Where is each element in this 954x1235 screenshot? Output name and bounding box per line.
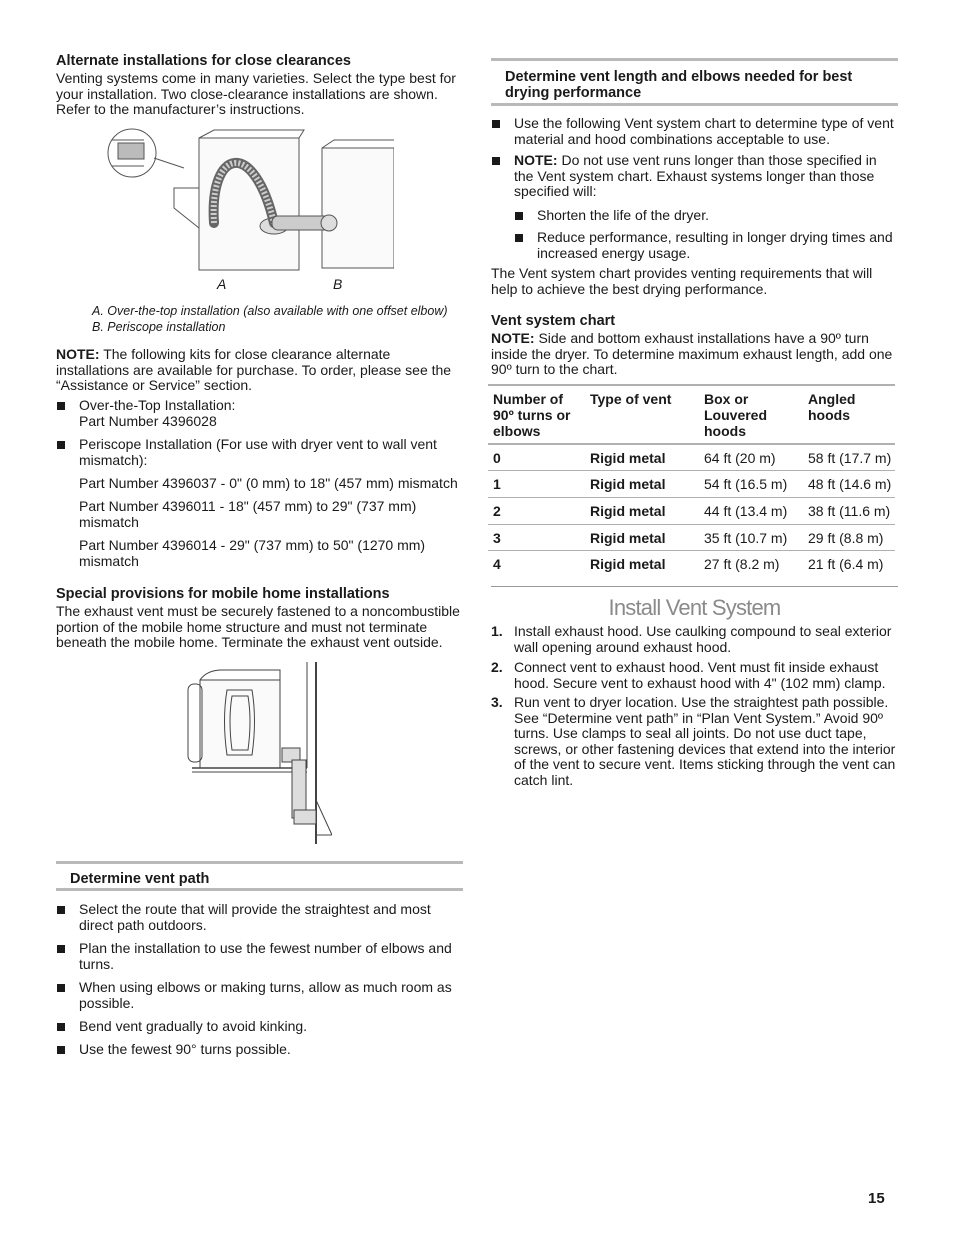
kit1-line2: Part Number 4396028 xyxy=(79,412,217,429)
path-bullet-2: Plan the installation to use the fewest number of elbows and turns. xyxy=(56,941,462,972)
part-4396011: Part Number 4396011 - 18" (457 mm) to 29" (737 mm) mismatch xyxy=(79,498,417,530)
mobile-home-figure xyxy=(182,660,332,846)
close-clearance-figure xyxy=(104,128,394,298)
cell-box-hoods: 27 ft (8.2 m) xyxy=(704,555,780,572)
vent-system-table xyxy=(488,384,895,577)
header-box-hoods: Box or Louvered hoods xyxy=(704,391,768,439)
install-step-1 xyxy=(491,624,898,655)
table-row xyxy=(488,470,895,497)
kit-over-the-top xyxy=(56,398,462,429)
alt-installations-body: Venting systems come in many varieties. Select the type best for your installation. Two close-clearance installations are shown. Refer to the manufacturer’s instructions. xyxy=(56,70,456,118)
cell-box-hoods: 64 ft (20 m) xyxy=(704,450,776,466)
step-text: Install exhaust hood. Use caulking compound to seal exterior wall opening around exhaust hood. xyxy=(514,623,892,655)
header-angled-hoods: Angled hoods xyxy=(808,391,856,423)
vent-path-heading: Determine vent path xyxy=(70,871,210,887)
length-bullet-2 xyxy=(491,153,898,200)
install-step-2 xyxy=(491,660,898,691)
table-row xyxy=(488,444,895,470)
path-bullet-3: When using elbows or making turns, allow as much room as possible. xyxy=(56,980,462,1011)
vent-length-band xyxy=(491,58,898,106)
step-text: Connect vent to exhaust hood. Vent must fit inside exhaust hood. Secure vent to exhaust hood with 4" (102 mm) clamp. xyxy=(514,659,886,691)
note-text: The following kits for close clearance alternate installations are available for purchase. To order, please see the “Assistance or Service” section. xyxy=(56,346,452,394)
table-header-row xyxy=(488,385,895,444)
step-number: 3. xyxy=(491,694,503,710)
kits-note xyxy=(56,347,456,394)
figure-label-a: A xyxy=(217,276,227,292)
table-row xyxy=(488,550,895,577)
mobile-home-body: The exhaust vent must be securely fastened to a noncombustible portion of the mobile home structure and must not terminate beneath the mobile home. Terminate the exhaust vent outside. xyxy=(56,603,460,651)
path-bullet-1: Select the route that will provide the straightest and most direct path outdoors. xyxy=(56,902,462,933)
step-number: 2. xyxy=(491,659,503,675)
step-text: Run vent to dryer location. Use the straightest path possible. See “Determine vent path” in “Plan Vent System.” Avoid 90º turns. Use clamps to seal all joints. Do not use duct tape, screws, or other fastening devices that extend into the interior of the vent to secure vent. Items sticking through the vent can catch lint. xyxy=(514,694,896,788)
table-row xyxy=(488,497,895,524)
cell-box-hoods: 44 ft (13.4 m) xyxy=(704,502,788,519)
vent-path-band xyxy=(56,861,463,891)
path-bullet-4: Bend vent gradually to avoid kinking. xyxy=(56,1019,462,1035)
chart-intro: The Vent system chart provides venting requirements that will help to achieve the best drying performance. xyxy=(491,265,873,297)
install-step-3 xyxy=(491,695,898,789)
cell-angled-hoods: 21 ft (6.4 m) xyxy=(808,555,884,572)
kit1-line1: Over-the-Top Installation: xyxy=(79,397,236,413)
length-note-label: NOTE: xyxy=(514,152,558,168)
vent-chart-heading: Vent system chart xyxy=(491,313,616,329)
cell-angled-hoods: 29 ft (8.8 m) xyxy=(808,529,884,546)
cell-turns: 4 xyxy=(493,555,501,572)
length-note-text: Do not use vent runs longer than those specified in the Vent system chart. Exhaust systems longer than those specified will: xyxy=(514,152,877,200)
table-row xyxy=(488,524,895,550)
cell-angled-hoods: 48 ft (14.6 m) xyxy=(808,475,892,492)
caption-a: A. Over-the-top installation (also available with one offset elbow) xyxy=(92,304,448,318)
cell-vent-type: Rigid metal xyxy=(590,502,666,519)
sub-bullet-1: Shorten the life of the dryer. xyxy=(514,208,898,224)
note-label: NOTE: xyxy=(56,346,100,362)
cell-turns: 0 xyxy=(493,450,501,466)
figure-label-b: B xyxy=(333,276,343,292)
step-number: 1. xyxy=(491,623,503,639)
chart-note-text: Side and bottom exhaust installations have a 90º turn inside the dryer. To determine maximum exhaust length, add one 90º turn to the chart. xyxy=(491,330,893,378)
header-turns: Number of 90º turns or elbows xyxy=(493,391,571,439)
chart-note-label: NOTE: xyxy=(491,330,535,346)
cell-vent-type: Rigid metal xyxy=(590,555,666,572)
page-number: 15 xyxy=(868,1190,885,1207)
cell-vent-type: Rigid metal xyxy=(590,450,666,466)
mobile-home-heading: Special provisions for mobile home installations xyxy=(56,586,390,602)
vent-length-heading: Determine vent length and elbows needed for best drying performance xyxy=(505,69,853,101)
cell-turns: 1 xyxy=(493,475,501,492)
vent-chart-note xyxy=(491,331,898,378)
cell-angled-hoods: 58 ft (17.7 m) xyxy=(808,450,892,466)
cell-turns: 3 xyxy=(493,529,501,546)
alt-installations-heading: Alternate installations for close clearances xyxy=(56,53,351,69)
cell-vent-type: Rigid metal xyxy=(590,529,666,546)
cell-turns: 2 xyxy=(493,502,501,519)
install-vent-title: Install Vent System xyxy=(608,595,781,620)
cell-angled-hoods: 38 ft (11.6 m) xyxy=(808,502,891,519)
header-vent-type: Type of vent xyxy=(590,391,672,407)
part-4396037: Part Number 4396037 - 0" (0 mm) to 18" (457 mm) mismatch xyxy=(79,475,458,491)
path-bullet-5: Use the fewest 90° turns possible. xyxy=(56,1042,462,1058)
section-divider xyxy=(491,586,898,587)
length-bullet-1: Use the following Vent system chart to determine type of vent material and hood combinations acceptable to use. xyxy=(491,116,898,147)
cell-box-hoods: 35 ft (10.7 m) xyxy=(704,529,788,546)
kit-periscope: Periscope Installation (For use with dryer vent to wall vent mismatch): xyxy=(56,437,462,468)
part-4396014: Part Number 4396014 - 29" (737 mm) to 50" (1270 mm) mismatch xyxy=(79,537,426,569)
sub-bullet-2: Reduce performance, resulting in longer drying times and increased energy usage. xyxy=(514,230,898,261)
cell-vent-type: Rigid metal xyxy=(590,475,666,492)
cell-box-hoods: 54 ft (16.5 m) xyxy=(704,475,788,492)
caption-b: B. Periscope installation xyxy=(92,320,226,334)
